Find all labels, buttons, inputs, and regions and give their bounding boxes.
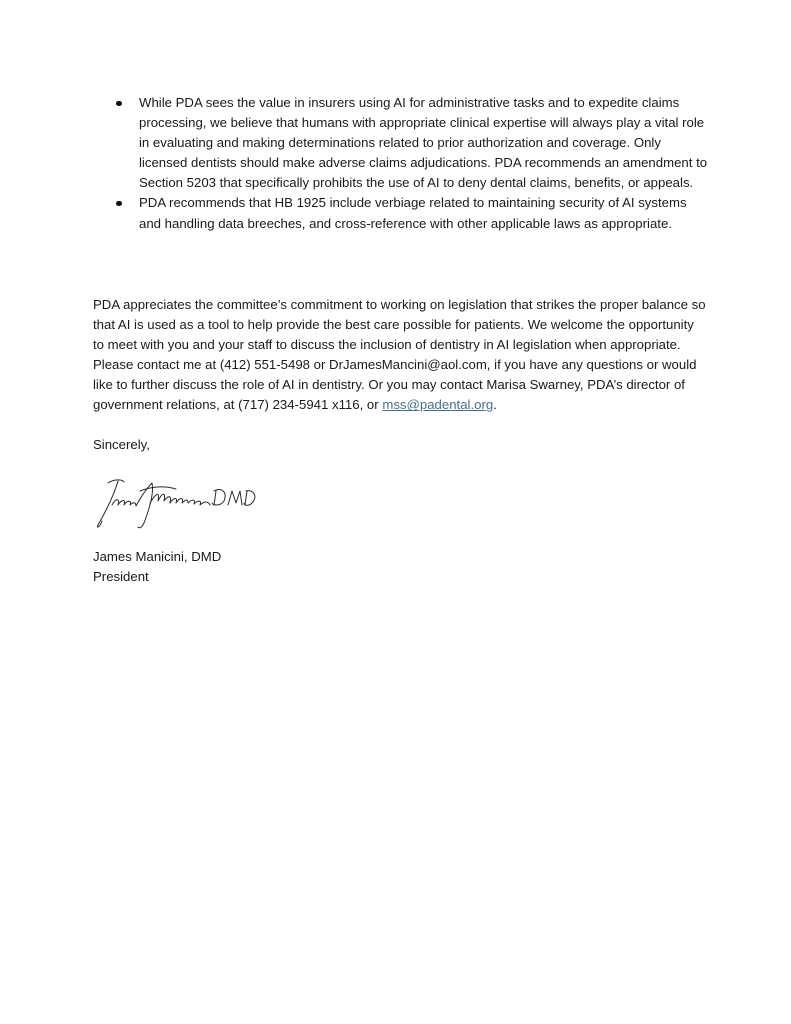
closing-period: . bbox=[493, 397, 497, 413]
signer-title: President bbox=[93, 569, 149, 584]
bullet-icon bbox=[116, 101, 122, 107]
handwritten-signature bbox=[92, 473, 262, 535]
email-link[interactable]: mss@padental.org bbox=[382, 397, 494, 413]
list-item bbox=[112, 193, 712, 233]
closing-paragraph bbox=[93, 295, 708, 416]
signer-name: James Manicini, DMD bbox=[93, 549, 222, 564]
bullet-text: PDA recommends that HB 1925 include verbiage related to maintaining security of AI systems and handling data breeches, and cross-reference with other applicable laws as appropriate. bbox=[139, 195, 687, 231]
bullet-text: While PDA sees the value in insurers using AI for administrative tasks and to expedite claims processing, we believe that humans with appropriate clinical expertise will always play a vital role in evaluating and making determinations related to prior authorization and coverage. Only licensed dentists should make adverse claims adjudications. PDA recommends an amendment to Section 5203 that specifically prohibits the use of AI to deny dental claims, benefits, or appeals. bbox=[139, 95, 708, 191]
bullet-icon bbox=[116, 201, 122, 207]
recommendation-list bbox=[112, 93, 712, 234]
salutation: Sincerely, bbox=[93, 437, 150, 452]
list-item bbox=[112, 93, 712, 193]
closing-text: PDA appreciates the committee’s commitment to working on legislation that strikes the proper balance so that AI is used as a tool to help provide the best care possible for patients. We welcome the opportunity to meet with you and your staff to discuss the inclusion of dentistry in AI legislation when appropriate. Please contact me at (412) 551-5498 or DrJamesMancini@aol.com, if you have any questions or would like to further discuss the role of AI in dentistry. Or you may contact Marisa Swarney, PDA’s director of government relations, at (717) 234-5941 x116, or bbox=[93, 297, 706, 413]
